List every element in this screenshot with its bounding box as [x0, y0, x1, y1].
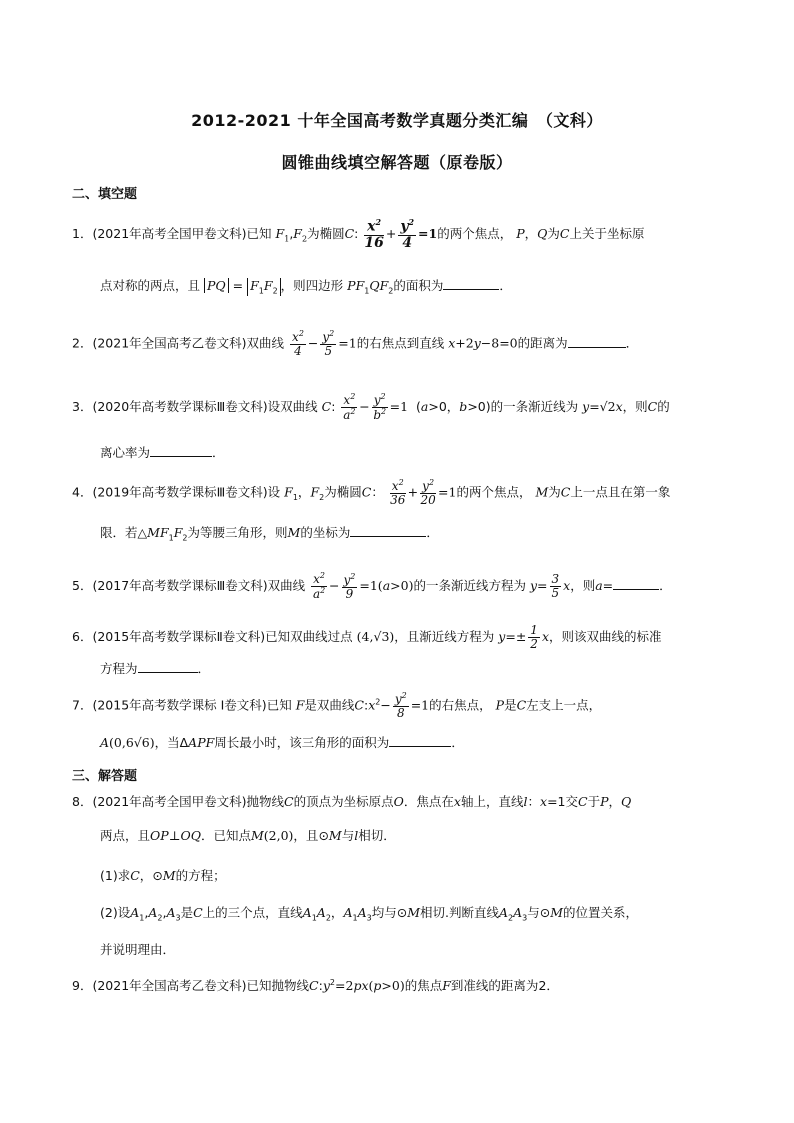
question-2: 2．(2021年全国高考乙卷文科)双曲线 $\frac{x^2}{4}$ − $\frac{y^2}{5}$ =1的右焦点到直线 x+2y−8=0的距离为 ． [72, 329, 639, 359]
question-4: 4．(2019年高考数学课标Ⅲ卷文科)设 $F_1$，$F_2$为椭圆C： $\frac{x^2}{36}$ + $\frac{y^2}{20}$ =1的两个焦点， M为C上一点且在第一象 [72, 478, 671, 508]
page-subtitle: 圆锥曲线填空解答题（原卷版） [281, 153, 513, 172]
question-4-cont: 限．若$\triangle MF_1F_2$为等腰三角形，则M的坐标为 ． [100, 525, 439, 543]
section-solve: 三、解答题 [72, 769, 138, 784]
section-fill-in: 二、填空题 [72, 187, 138, 202]
answer-blank-6[interactable] [138, 660, 198, 673]
question-6: 6．(2015年高考数学课标Ⅱ卷文科)已知双曲线过点 (4,√3)，且渐近线方程为 y=± $\frac{1}{2}$ x，则该双曲线的标准 [72, 623, 662, 652]
question-1: 1．(2021年高考全国甲卷文科)已知 $F_1,F_2$为椭圆C: $\frac{x^2}{16}$ + $\frac{y^2}{4}$ =1的两个焦点， P，Q为C上关于坐标原 [72, 217, 645, 252]
question-1-cont: 点对称的两点，且 PQ = $F_1F_2$ ，则四边形 $PF_1QF_2$的面积为 ． [100, 278, 512, 296]
question-5: 5．(2017年高考数学课标Ⅲ卷文科)双曲线 $\frac{x^2}{a^2}$ − $\frac{y^2}{9}$ =1(a>0)的一条渐近线方程为 y= $\frac{3}{5}$ x，则a= ． [72, 571, 672, 602]
question-9: 9．(2021年全国高考乙卷文科)已知抛物线$C:y^2=2px(p>0)$的焦点F到准线的距离为2． [72, 977, 559, 993]
question-3-cont: 离心率为 ． [100, 445, 225, 460]
question-8-line2: 两点，且OP⊥OQ．已知点M(2,0)，且⊙M与l相切． [100, 828, 396, 843]
answer-blank-3[interactable] [150, 444, 212, 457]
answer-blank-1[interactable] [443, 277, 499, 290]
question-8: 8．(2021年高考全国甲卷文科)抛物线C的顶点为坐标原点O．焦点在x轴上，直线l：x=1交C于P，Q [72, 794, 632, 809]
question-3: 3．(2020年高考数学课标Ⅲ卷文科)设双曲线 C: $\frac{x^2}{a^2}$ − $\frac{y^2}{b^2}$ =1 (a>0，b>0)的一条渐近线为 y=√2x，则C的 [72, 392, 670, 423]
answer-blank-5[interactable] [613, 577, 659, 590]
page-title: 2012-2021 十年全国高考数学真题分类汇编 （文科） [191, 111, 603, 130]
question-8-part1: (1)求C，⊙M的方程； [100, 868, 226, 883]
answer-blank-4[interactable] [350, 524, 426, 537]
answer-blank-2[interactable] [568, 335, 626, 348]
question-6-cont: 方程为 ． [100, 661, 211, 676]
question-8-part2-cont: 并说明理由． [100, 942, 176, 957]
question-7: 7．(2015年高考数学课标 Ⅰ卷文科)已知 F是双曲线$C:x^2-$ $\frac{y^2}{8}$ =1的右焦点， P是C左支上一点， [72, 691, 602, 721]
answer-blank-7[interactable] [389, 734, 451, 747]
question-7-cont: A(0,6√6)，当ΔAPF周长最小时，该三角形的面积为 ． [100, 735, 464, 750]
question-8-part2: (2)设$A_1,A_2,A_3$是C上的三个点，直线$A_1A_2$，$A_1A_3$均与⊙M相切.判断直线$A_2A_3$与⊙M的位置关系， [100, 905, 639, 923]
